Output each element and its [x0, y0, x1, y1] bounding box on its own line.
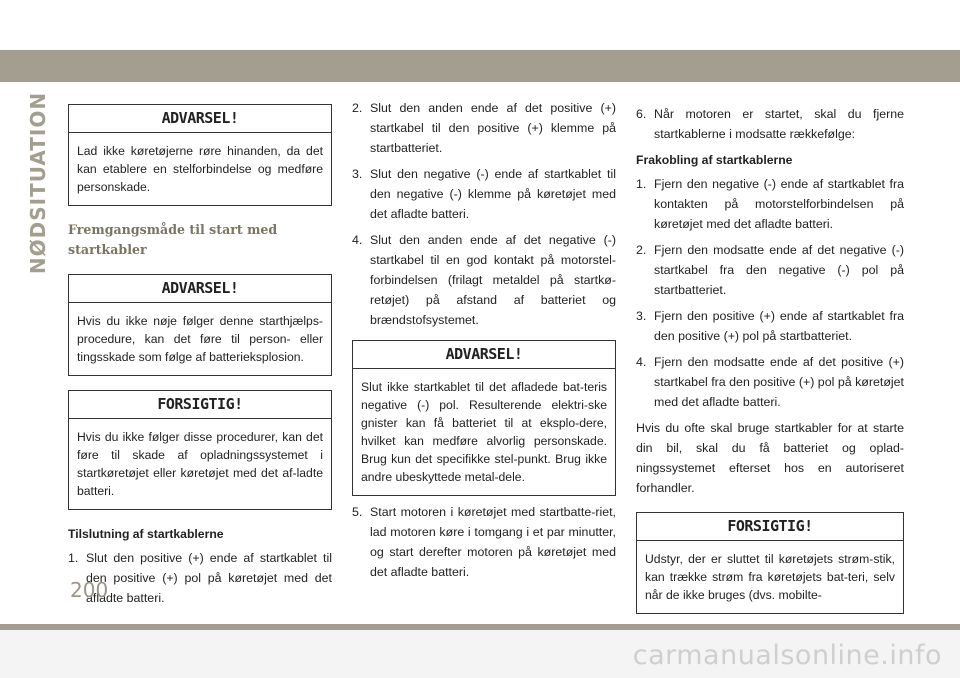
step-text: Når motoren er startet, skal du fjerne startkablerne i modsatte rækkefølge: [654, 107, 904, 141]
step-text: Fjern den negative (-) ende af startkablet fra kontakten på motorstelforbindelsen på køretøjet med det afladte batteri. [654, 177, 904, 231]
warning-box-text: Hvis du ikke nøje følger denne starthjælps-procedure, kan det føre til person- eller tingsskade som følge af batterieksplosion. [77, 314, 323, 364]
step-item [352, 502, 616, 582]
caution-box-title: FORSIGTIG! [69, 391, 331, 419]
warning-box [68, 104, 332, 206]
steps-list [636, 174, 904, 412]
step-item [636, 240, 904, 300]
step-number: 1. [636, 177, 647, 191]
column-3 [636, 104, 904, 628]
caution-box-text: Udstyr, der er sluttet til køretøjets strøm-stik, kan trække strøm fra køretøjets bat-teri, selv når de ikke bruges (dvs. mobilte- [645, 552, 895, 602]
step-number: 2. [352, 101, 363, 115]
caution-box-text: Hvis du ikke følger disse procedurer, kan det føre til skade af opladningssystemet i startkøretøjet eller køretøjet med det af-ladte batteri. [77, 430, 323, 498]
step-text: Fjern den modsatte ende af det positive (+) startkabel fra den positive (+) pol på køretøjet med det afladte batteri. [654, 355, 904, 409]
step-text: Start motoren i køretøjet med startbatte-riet, lad motoren køre i tomgang i et par minutter, og start derefter motoren på køretøjet med det afladte batteri. [370, 505, 616, 579]
warning-box-text: Slut ikke startkablet til det afladede bat-teris negative (-) pol. Resulterende elektri-ske gnister kan få batteriet til at eksplo-dere, hvilket kan medføre alvorlig personskade. Brug kun det specifikke stel-punkt. Brug ikke andre ubeskyttede metal-dele. [361, 380, 607, 484]
top-margin [0, 0, 960, 28]
step-text: Slut den anden ende af det positive (+) startkabel til den positive (+) klemme på startbatteriet. [370, 101, 616, 155]
section-tab-label: NØDSITUATION [26, 91, 50, 275]
step-item [636, 352, 904, 412]
step-number: 2. [636, 243, 647, 257]
caution-box [636, 512, 904, 614]
step-number: 1. [68, 551, 79, 565]
step-number: 4. [352, 233, 363, 247]
steps-list [352, 502, 616, 582]
column-2 [352, 98, 616, 588]
step-item [636, 174, 904, 234]
steps-list [636, 104, 904, 144]
step-number: 5. [352, 505, 363, 519]
warning-box-title: ADVARSEL! [69, 275, 331, 303]
steps-list [352, 98, 616, 330]
warning-box-title: ADVARSEL! [353, 341, 615, 369]
step-text: Slut den positive (+) ende af startkablet til den positive (+) pol på køretøjet med det afladte batteri. [86, 551, 332, 605]
warning-box-text: Lad ikke køretøjerne røre hinanden, da det kan etablere en stelforbindelse og medføre personskade. [77, 144, 323, 194]
step-text: Fjern den positive (+) ende af startkablet fra den positive (+) pol på startbatteriet. [654, 309, 904, 343]
watermark-text[interactable]: carmanualsonline.info [632, 640, 942, 671]
step-item [352, 230, 616, 330]
step-item [352, 164, 616, 224]
body-paragraph: Hvis du ofte skal bruge startkabler for at starte din bil, skal du få batteriet og oplad-ningssystemet efterset hos en autoriseret forhandler. [636, 421, 904, 495]
caution-box-title: FORSIGTIG! [637, 513, 903, 541]
step-number: 3. [352, 167, 363, 181]
step-item [636, 104, 904, 144]
column-1 [68, 104, 332, 614]
step-item [636, 306, 904, 346]
page-number: 200 [70, 578, 109, 602]
warning-box [352, 340, 616, 496]
step-text: Slut den anden ende af det negative (-) startkabel til en god kontakt på motorstel-forbindelsen (frilagt metaldel på startkø-retøjet) på afstand af batteriet og brændstofsystemet. [370, 233, 616, 327]
step-number: 6. [636, 107, 647, 121]
subheading: Frakobling af startkablerne [636, 153, 793, 167]
section-heading: Fremgangsmåde til start med startkabler [68, 222, 278, 257]
step-number: 3. [636, 309, 647, 323]
header-band [0, 50, 960, 82]
warning-box [68, 274, 332, 376]
caution-box [68, 390, 332, 510]
step-text: Slut den negative (-) ende af startkablet til den negative (-) klemme på køretøjet med det afladte batteri. [370, 167, 616, 221]
subheading: Tilslutning af startkablerne [68, 527, 224, 541]
step-number: 4. [636, 355, 647, 369]
warning-box-title: ADVARSEL! [69, 105, 331, 133]
step-item [352, 98, 616, 158]
step-text: Fjern den modsatte ende af det negative (-) startkabel fra den negative (-) pol på startbatteriet. [654, 243, 904, 297]
section-tab [24, 91, 52, 275]
